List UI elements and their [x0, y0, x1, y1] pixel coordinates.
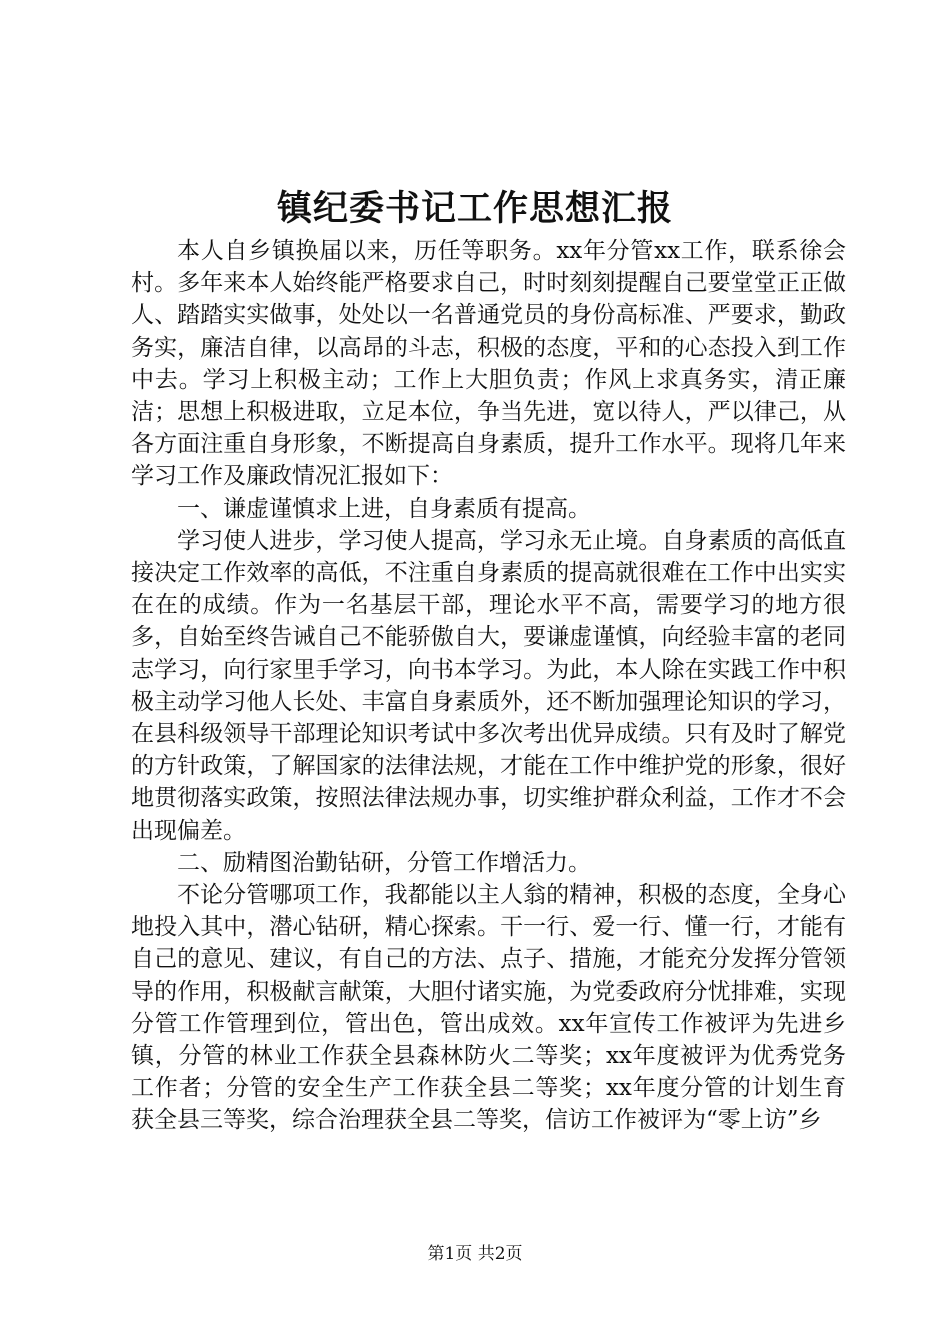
page-number-total: 共2页: [477, 1244, 523, 1264]
document-body: [131, 235, 846, 1137]
section-heading-1: 一、谦虚谨慎求上进，自身素质有提高。: [177, 495, 591, 522]
page-footer: [0, 1242, 950, 1266]
section-heading-2: 二、励精图治勤钻研，分管工作增活力。: [177, 849, 591, 876]
page-number-current: 第1页: [427, 1244, 473, 1264]
body-paragraph-intro: 本人自乡镇换届以来，历任等职务。xx年分管xx工作，联系徐会村。多年来本人始终能严格要求自己，时时刻刻提醒自己要堂堂正正做人、踏踏实实做事，处处以一名普通党员的身份高标准、严要求，勤政务实，廉洁自律，以高昂的斗志，积极的态度，平和的心态投入到工作中去。学习上积极主动；工作上大胆负责；作风上求真务实，清正廉洁；思想上积极进取，立足本位，争当先进，宽以待人，严以律己，从各方面注重自身形象，不断提高自身素质，提升工作水平。现将几年来学习工作及廉政情况汇报如下：: [131, 238, 846, 490]
body-paragraph-study: 学习使人进步，学习使人提高，学习永无止境。自身素质的高低直接决定工作效率的高低，不注重自身素质的提高就很难在工作中出实实在在的成绩。作为一名基层干部，理论水平不高，需要学习的地方很多，自始至终告诫自己不能骄傲自大，要谦虚谨慎，向经验丰富的老同志学习，向行家里手学习，向书本学习。为此，本人除在实践工作中积极主动学习他人长处、丰富自身素质外，还不断加强理论知识的学习，在县科级领导干部理论知识考试中多次考出优异成绩。只有及时了解党的方针政策，了解国家的法律法规，才能在工作中维护党的形象，很好地贯彻落实政策，按照法律法规办事，切实维护群众利益，工作才不会出现偏差。: [131, 527, 846, 844]
body-paragraph-work: 不论分管哪项工作，我都能以主人翁的精神，积极的态度，全身心地投入其中，潜心钻研，精心探索。干一行、爱一行、懂一行，才能有自己的意见、建议，有自己的方法、点子、措施，才能充分发挥分管领导的作用，积极献言献策，大胆付诸实施，为党委政府分忧排难，实现分管工作管理到位，管出色，管出成效。xx年宣传工作被评为先进乡镇，分管的林业工作获全县森林防火二等奖；xx年度被评为优秀党务工作者；分管的安全生产工作获全县二等奖；xx年度分管的计划生育获全县三等奖，综合治理获全县二等奖，信访工作被评为“零上访”乡: [131, 882, 846, 1134]
document-title: 镇纪委书记工作思想汇报: [276, 188, 673, 229]
